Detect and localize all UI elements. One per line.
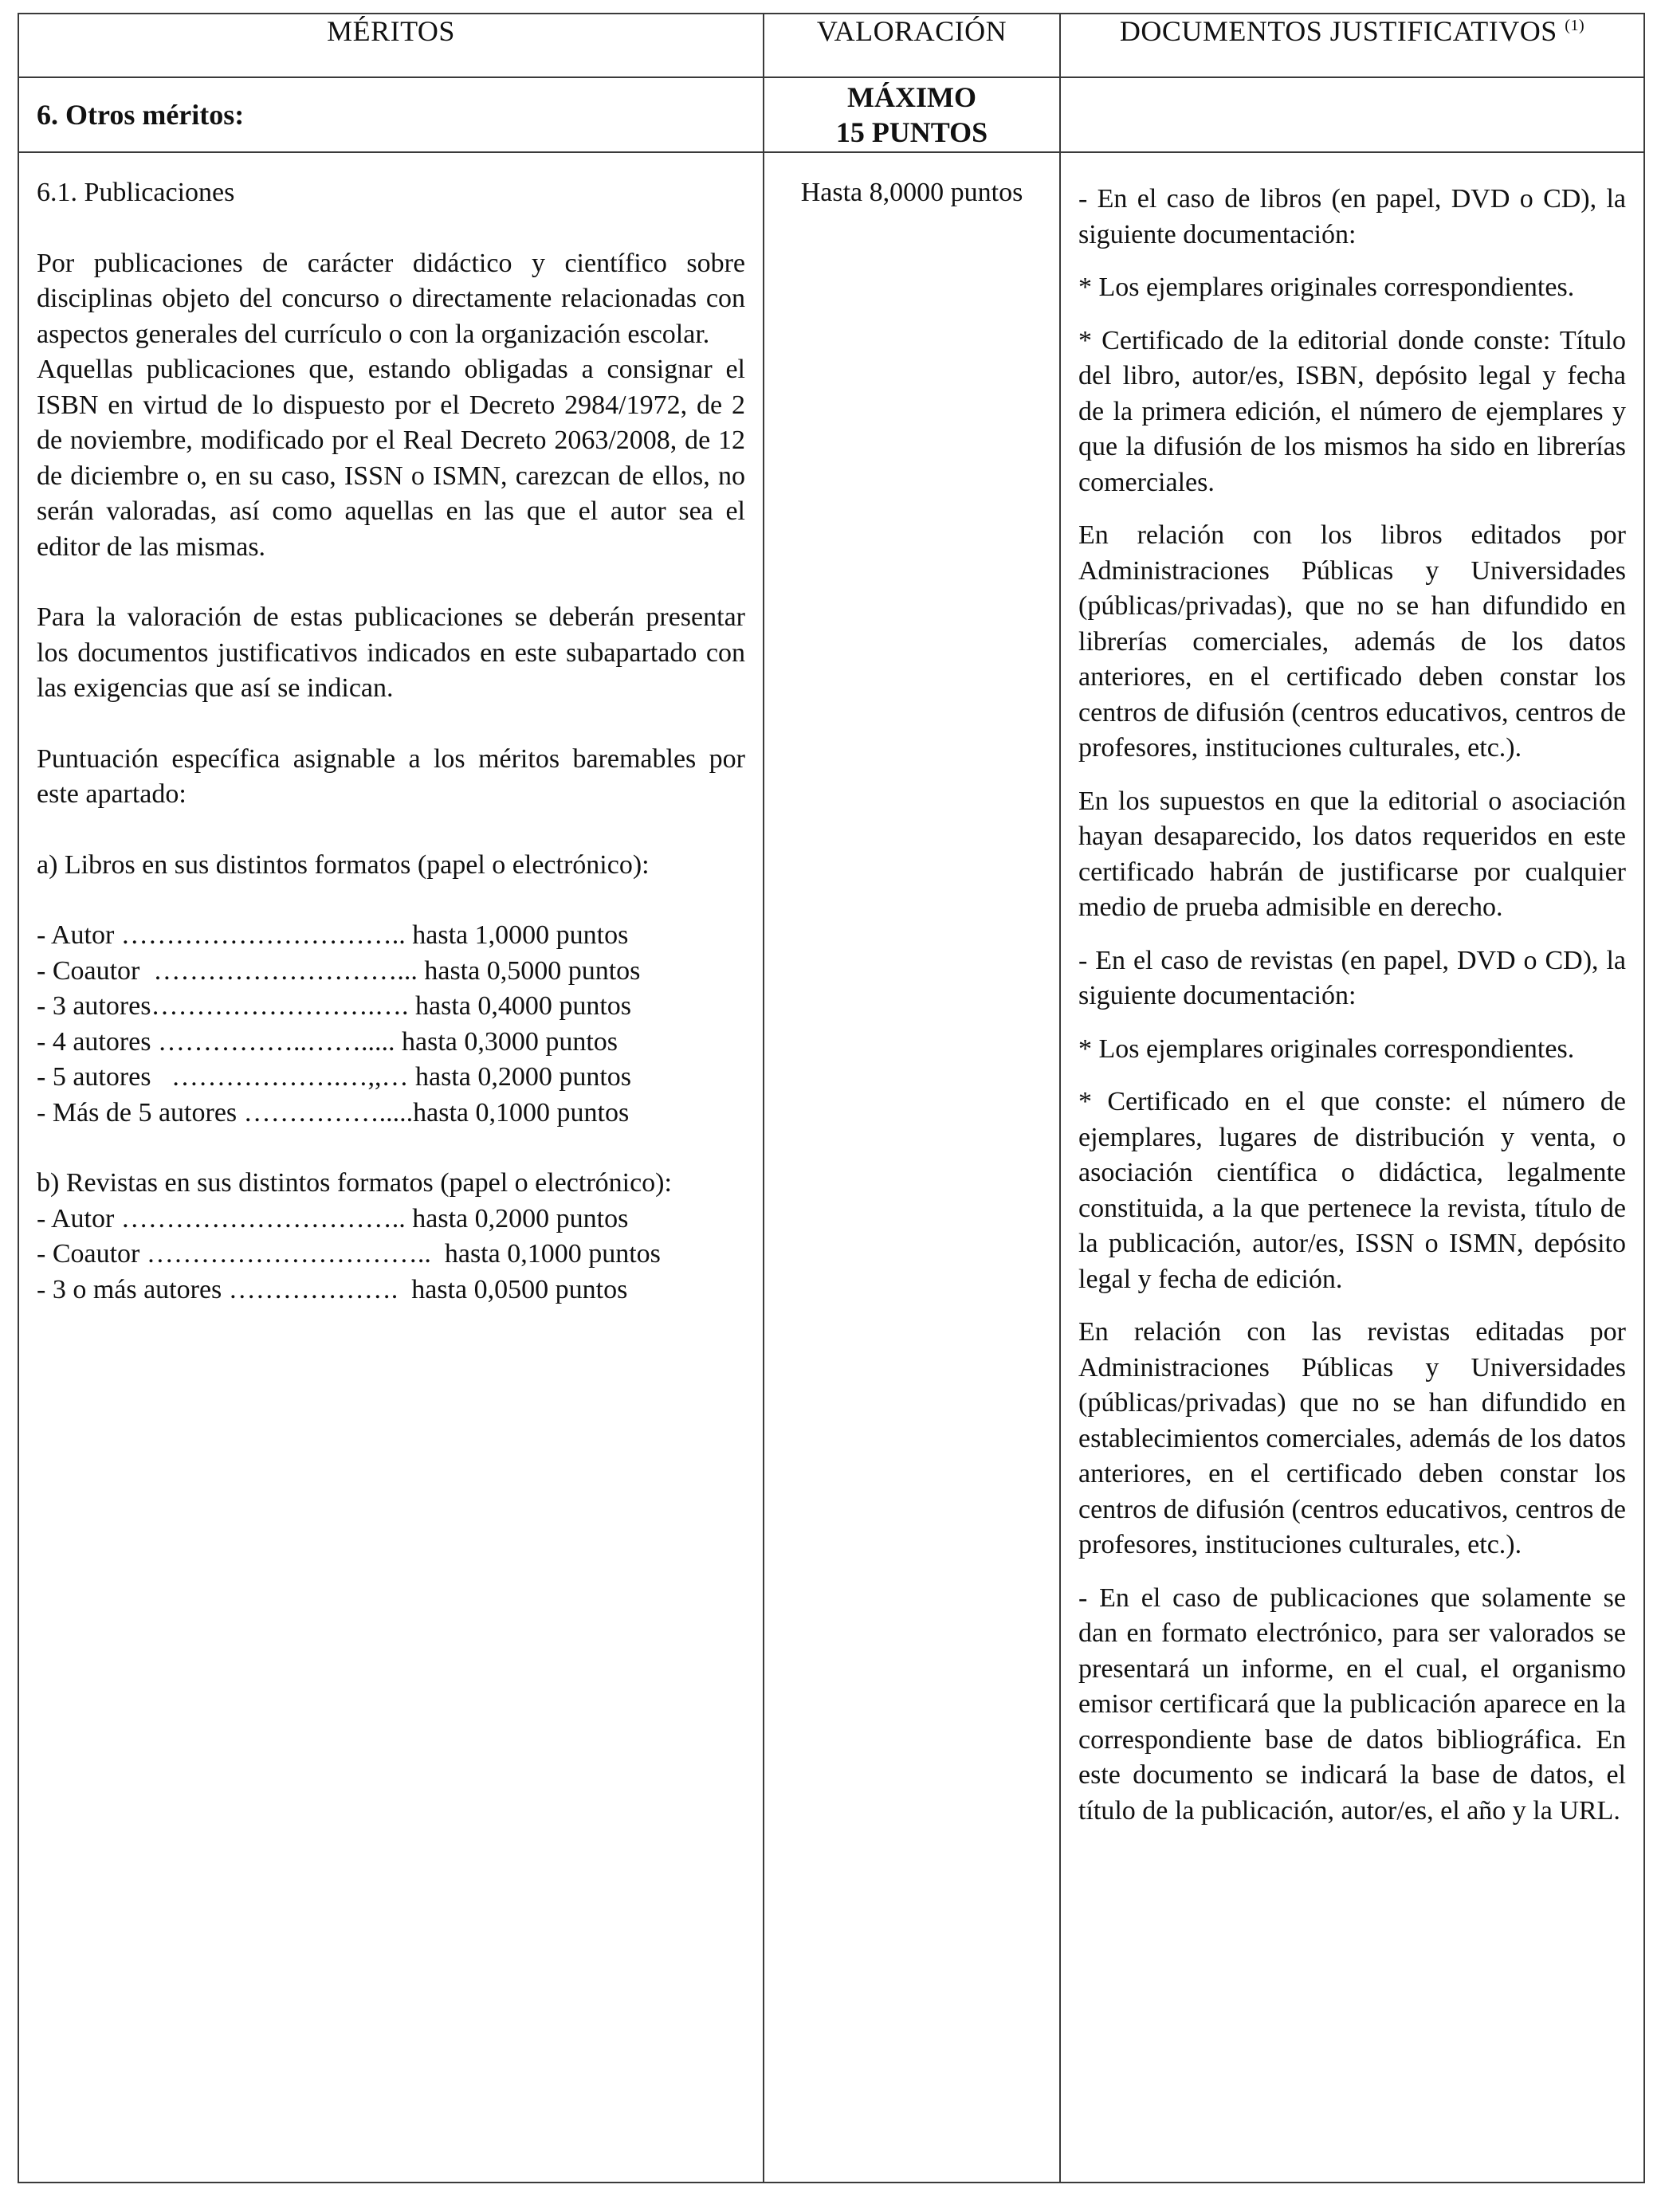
merits-paragraph: Aquellas publicaciones que, estando obligadas a consignar el ISBN en virtud de lo dispuesto por el Decreto 2984/1972, de 2 de noviembre, modificado por el Real Decreto 2063/2008, de 12 de diciembre o, en su caso, ISSN o ISMN, carezcan de ellos, no serán valoradas, así como aquellas en las que el autor sea el editor de las mismas. <box>37 355 745 562</box>
header-meritos: MÉRITOS <box>18 14 764 77</box>
doc-paragraph: En relación con los libros editados por Administraciones Públicas y Universidades (públicas/privadas), que no se han difundido en librerías comerciales, además de los datos anteriores, en el certificado deben constar los centros de difusión (centros educativos, centros de profesores, instituciones culturales, etc.). <box>1078 520 1626 763</box>
doc-paragraph: * Los ejemplares originales correspondientes. <box>1078 273 1575 302</box>
doc-paragraph: En relación con las revistas editadas por Administraciones Públicas y Universidades (públicas/privadas) que no se han difundido en establecimientos comerciales, además de los datos anteriores, en el certificado deben constar los centros de difusión (centros educativos, centros de profesores, instituciones culturales, etc.). <box>1078 1317 1626 1559</box>
doc-paragraph: - En el caso de libros (en papel, DVD o CD), la siguiente documentación: <box>1078 184 1626 249</box>
valoracion-cell <box>764 152 1060 2183</box>
list-item: - Autor ………………………….. hasta 1,0000 puntos <box>37 920 629 950</box>
list-item: - Coautor ………………………….. hasta 0,1000 puntos <box>37 1239 661 1269</box>
valoracion-text: Hasta 8,0000 puntos <box>800 178 1023 207</box>
merits-cell <box>18 152 764 2183</box>
list-item: - Coautor ………………………... hasta 0,5000 puntos <box>37 955 641 986</box>
doc-paragraph: * Certificado de la editorial donde conste: Título del libro, autor/es, ISBN, depósito legal y fecha de la primera edición, el número de ejemplares y que la difusión de los mismos ha sido en librerías comerciales. <box>1078 325 1626 497</box>
header-valoracion: VALORACIÓN <box>764 14 1060 77</box>
section-docs-empty <box>1060 77 1644 152</box>
merits-paragraph: Puntuación específica asignable a los méritos baremables por este apartado: <box>37 743 745 809</box>
merits-table <box>18 13 1645 2183</box>
list-item: - Más de 5 autores …………….....hasta 0,1000 puntos <box>37 1097 630 1128</box>
list-item: - 5 autores ……………….…,,… hasta 0,2000 puntos <box>37 1062 632 1092</box>
merits-paragraph: Por publicaciones de carácter didáctico y científico sobre disciplinas objeto del concurso o directamente relacionadas con aspectos generales del currículo o con la organización escolar. <box>37 248 745 349</box>
list-item: - 4 autores ……………..……..... hasta 0,3000 puntos <box>37 1026 618 1057</box>
list-item: - 3 autores…………………….…. hasta 0,4000 puntos <box>37 991 632 1021</box>
doc-paragraph: - En el caso de revistas (en papel, DVD o CD), la siguiente documentación: <box>1078 945 1626 1010</box>
merits-paragraph: Para la valoración de estas publicaciones se deberán presentar los documentos justificativos indicados en este subapartado con las exigencias que así se indican. <box>37 602 745 703</box>
doc-paragraph: - En el caso de publicaciones que solamente se dan en formato electrónico, para ser valorados se presentará un informe, en el cual, el organismo emisor certificará que la publicación aparece en la correspondiente base de datos bibliográfica. En este documento se indicará la base de datos, el título de la publicación, autor/es, el año y la URL. <box>1078 1583 1626 1826</box>
header-documentos: DOCUMENTOS JUSTIFICATIVOS $^{(1)}$ <box>1060 14 1644 77</box>
content-row <box>18 152 1644 2183</box>
section-row <box>18 77 1644 152</box>
footnote-ref: (1) <box>1565 17 1585 34</box>
journals-heading: b) Revistas en sus distintos formatos (papel o electrónico): <box>37 1168 672 1198</box>
books-heading: a) Libros en sus distintos formatos (papel o electrónico): <box>37 849 650 880</box>
section-title: 6. Otros méritos: <box>18 77 764 152</box>
list-item: - Autor ………………………….. hasta 0,2000 puntos <box>37 1203 629 1233</box>
table-header-row <box>18 14 1644 77</box>
documents-cell <box>1060 152 1644 2183</box>
subsection-title: 6.1. Publicaciones <box>37 178 235 207</box>
doc-paragraph: * Certificado en el que conste: el número de ejemplares, lugares de distribución y venta, o asociación científica o didáctica, legalmente constituida, a la que pertenece la revista, título de la publicación, autor/es, ISSN o ISMN, depósito legal y fecha de edición. <box>1078 1087 1626 1294</box>
doc-paragraph: * Los ejemplares originales correspondientes. <box>1078 1033 1575 1064</box>
doc-paragraph: En los supuestos en que la editorial o asociación hayan desaparecido, los datos requeridos en este certificado habrán de justificarse por cualquier medio de prueba admisible en derecho. <box>1078 786 1626 922</box>
section-max-points: MÁXIMO 15 PUNTOS <box>764 77 1060 152</box>
list-item: - 3 o más autores ………………. hasta 0,0500 puntos <box>37 1274 628 1304</box>
